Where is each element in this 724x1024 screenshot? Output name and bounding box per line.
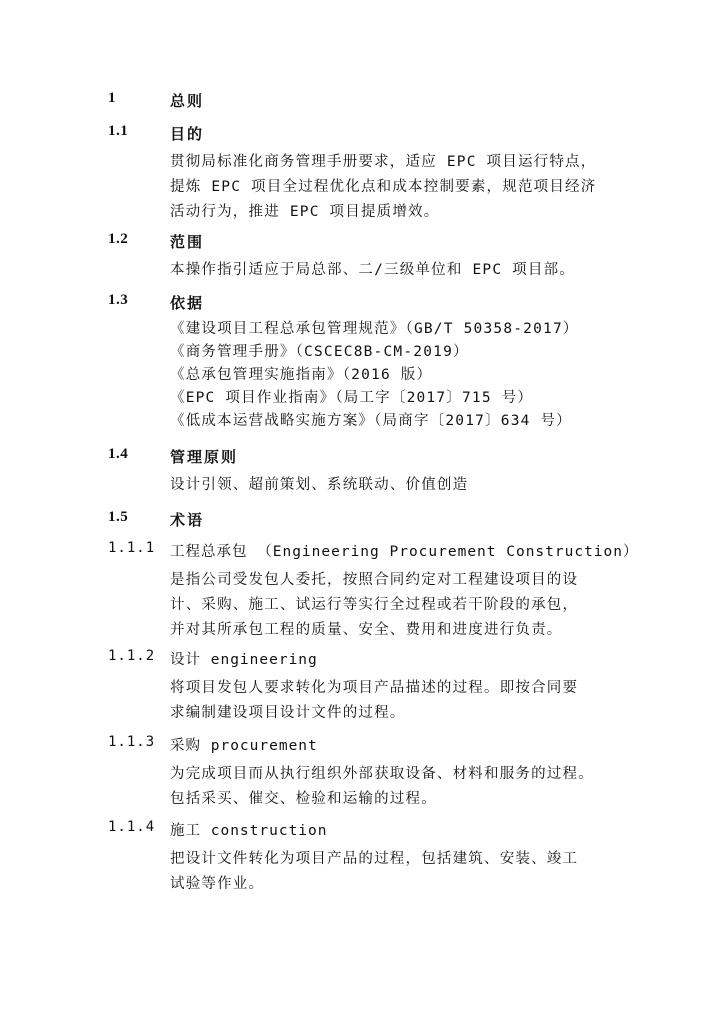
paragraph-line: 求编制建设项目设计文件的过程。 [170,705,406,721]
section-title: 目的 [170,125,205,143]
section-number: 1.4 [108,446,129,462]
term-number: 1.1.4 [108,819,156,835]
paragraph-line: 将项目发包人要求转化为项目产品描述的过程。即按合同要 [170,680,579,696]
reference-item: 《低成本运营战略实施方案》（局商字〔2017〕634 号） [170,413,572,429]
term-title: 工程总承包 （Engineering Procurement Construction） [170,544,639,560]
section-number: 1.3 [108,292,129,308]
reference-item: 《建设项目工程总承包管理规范》（GB/T 50358-2017） [170,321,579,337]
section-title: 管理原则 [170,448,239,466]
term-2-definition [170,676,620,726]
term-3-definition [170,762,620,812]
section-1-3-references [170,318,620,433]
paragraph-line: 计、采购、施工、试运行等实行全过程或若干阶段的承包， [170,597,579,613]
paragraph-line: 设计引领、超前策划、系统联动、价值创造 [170,477,469,493]
term-title: 施工 construction [170,823,328,839]
paragraph-line: 把设计文件转化为项目产品的过程，包括建筑、安装、竣工 [170,851,579,867]
term-title: 采购 procurement [170,738,318,754]
section-title: 术语 [170,511,205,529]
section-title: 依据 [170,294,205,312]
section-1-4-paragraph [170,473,620,498]
section-title: 总则 [170,92,205,110]
term-title: 设计 engineering [170,652,318,668]
term-1-definition [170,568,620,643]
term-number: 1.1.2 [108,648,156,664]
reference-item: 《EPC 项目作业指南》（局工字〔2017〕715 号） [170,390,534,406]
section-number: 1.1 [108,123,129,139]
paragraph-line: 是指公司受发包人委托，按照合同约定对工程建设项目的设 [170,572,579,588]
paragraph-line: 试验等作业。 [170,876,265,892]
reference-item: 《总承包管理实施指南》（2016 版） [170,367,433,383]
paragraph-line: 包括采买、催交、检验和运输的过程。 [170,791,437,807]
section-1-2-paragraph [170,258,620,283]
section-1-1-paragraph [170,150,620,225]
term-number: 1.1.3 [108,734,156,750]
paragraph-line: 贯彻局标准化商务管理手册要求，适应 EPC 项目运行特点， [170,154,597,170]
section-number: 1 [108,90,116,106]
paragraph-line: 并对其所承包工程的质量、安全、费用和进度进行负责。 [170,622,563,638]
section-number: 1.5 [108,509,129,525]
reference-item: 《商务管理手册》（CSCEC8B-CM-2019） [170,344,469,360]
term-4-definition [170,847,620,897]
section-title: 范围 [170,233,205,251]
paragraph-line: 活动行为，推进 EPC 项目提质增效。 [170,204,440,220]
paragraph-line: 为完成项目而从执行组织外部获取设备、材料和服务的过程。 [170,766,594,782]
paragraph-line: 提炼 EPC 项目全过程优化点和成本控制要素，规范项目经济 [170,179,597,195]
term-number: 1.1.1 [108,540,156,556]
paragraph-line: 本操作指引适应于局总部、二/三级单位和 EPC 项目部。 [170,262,575,278]
section-number: 1.2 [108,231,129,247]
